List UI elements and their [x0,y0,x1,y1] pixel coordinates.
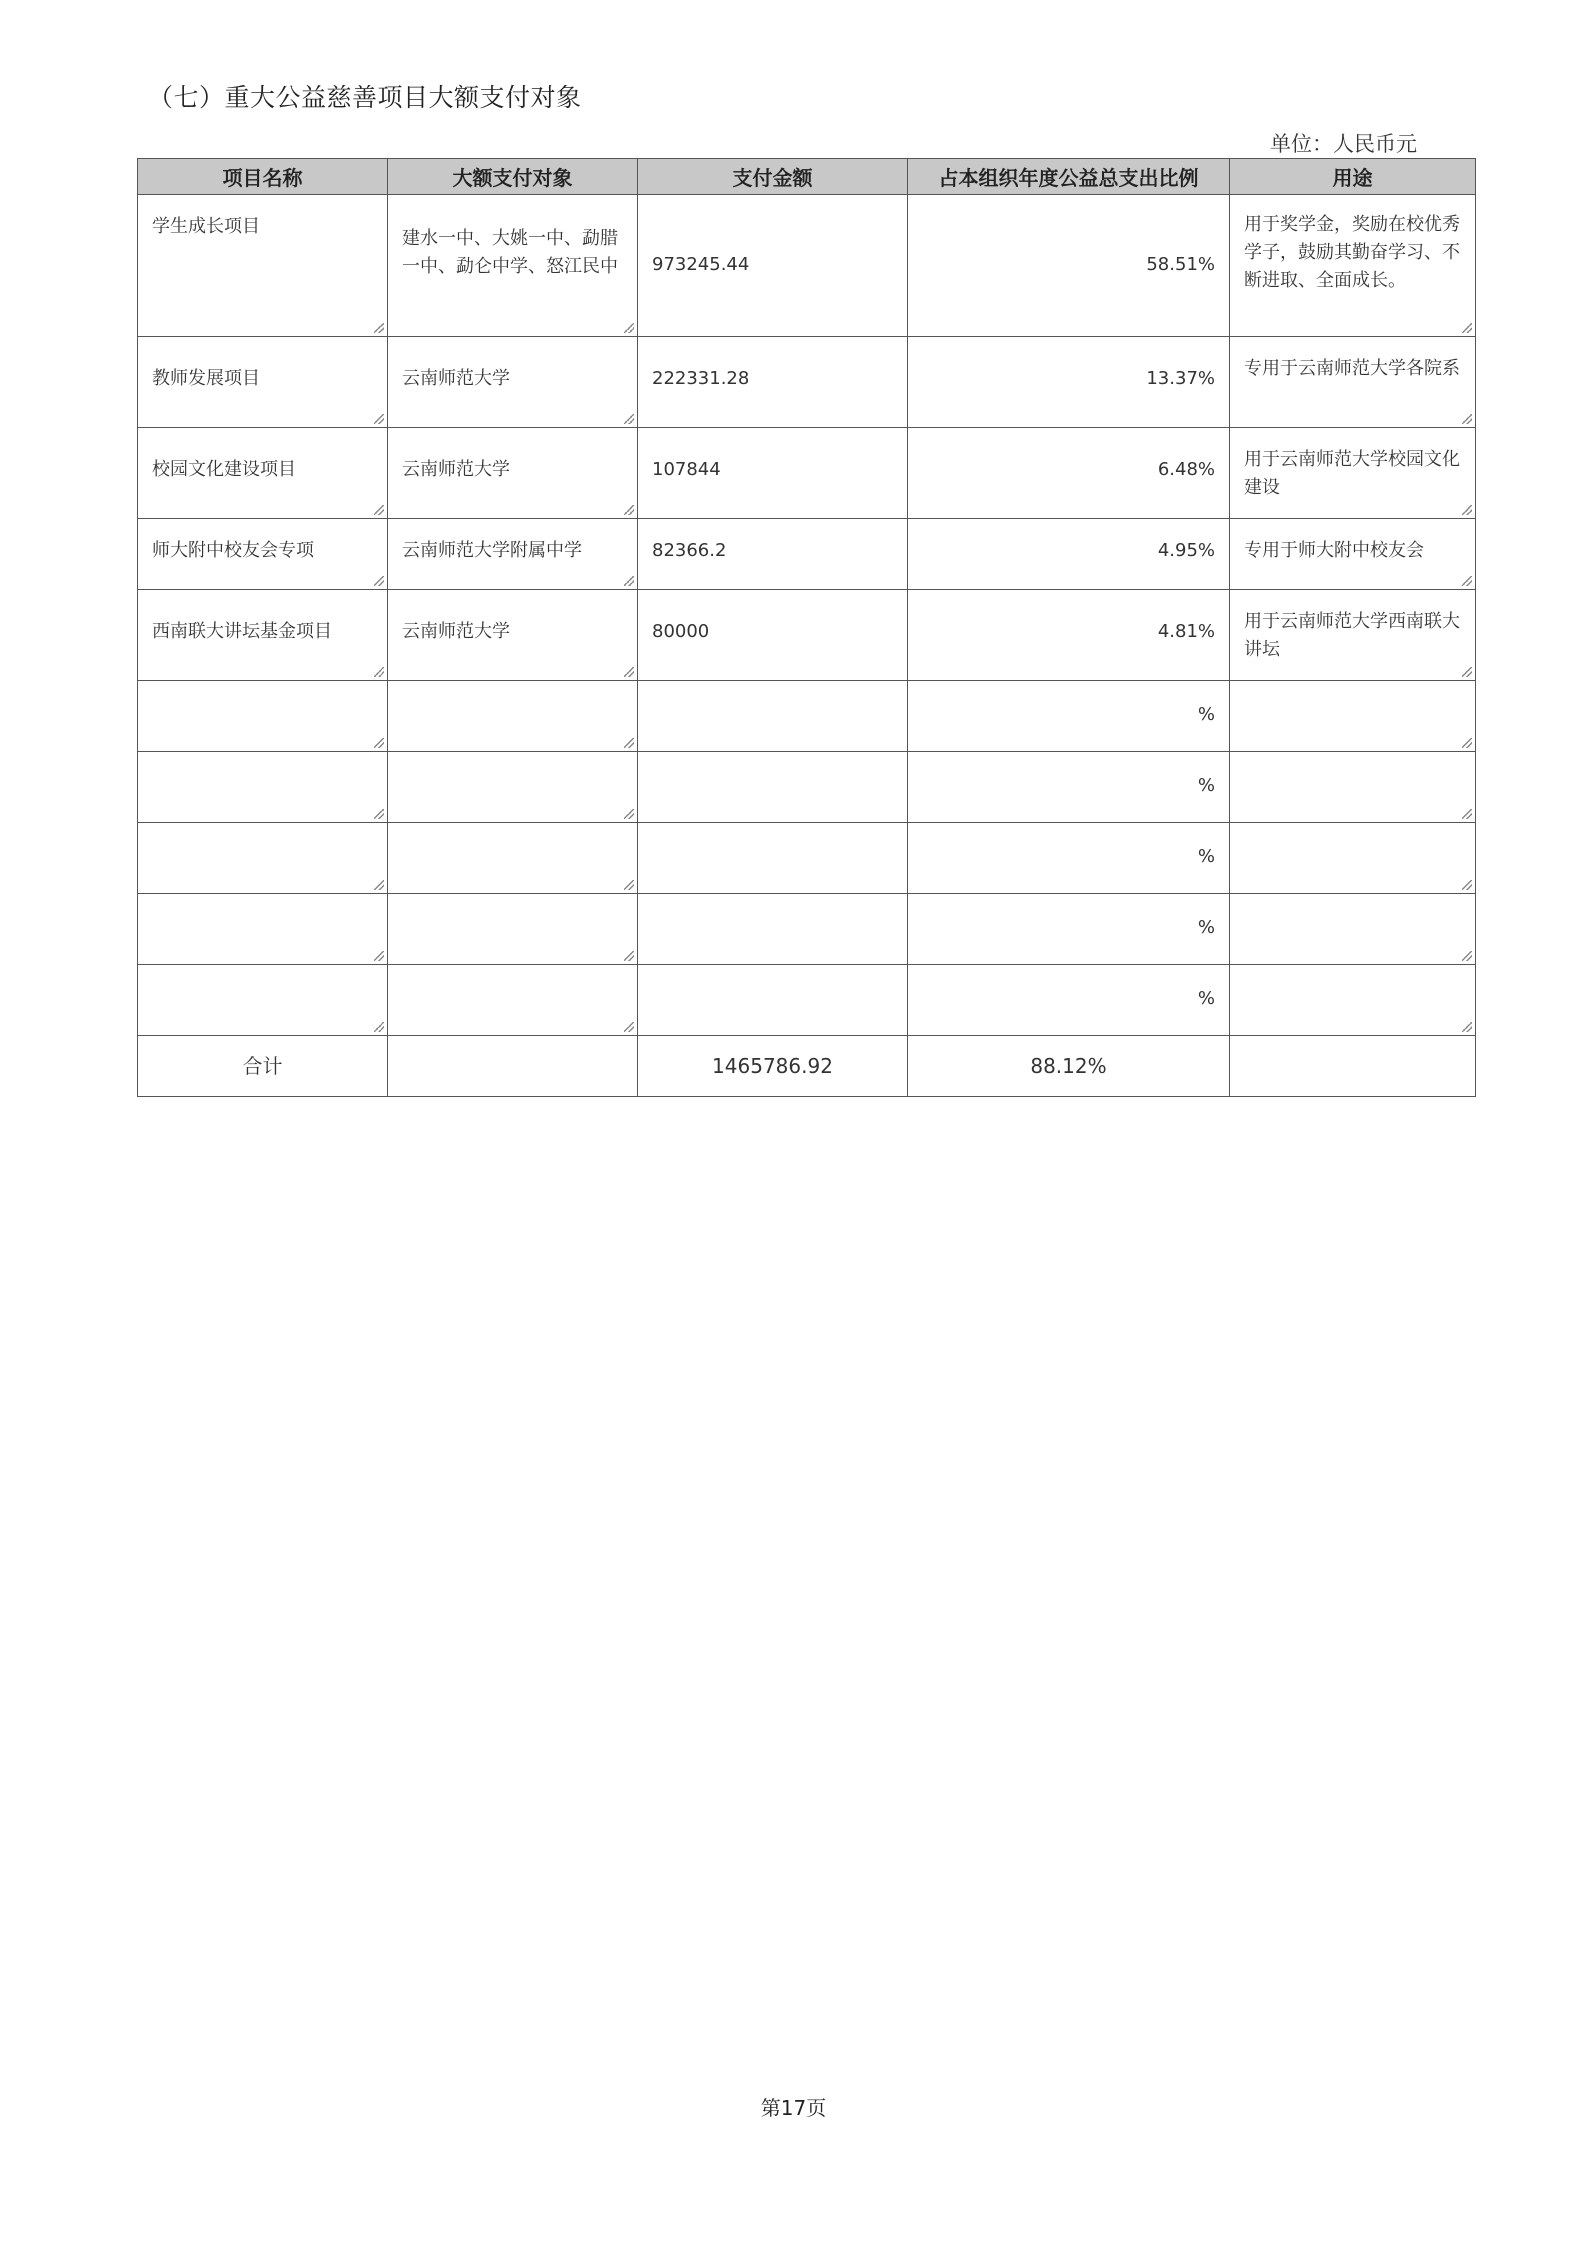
project-name-field[interactable] [138,752,388,823]
amount-field[interactable] [638,428,908,519]
cell-text: 建水一中、大姚一中、勐腊一中、勐仑中学、怒江民中 [402,228,618,277]
resize-handle-icon[interactable] [374,951,384,961]
resize-handle-icon[interactable] [1462,1022,1472,1032]
payee-field[interactable] [388,337,638,428]
project-name-field[interactable] [138,681,388,752]
resize-handle-icon[interactable] [624,667,634,677]
usage-field[interactable] [1230,752,1476,823]
payee-field[interactable] [388,519,638,590]
cell-text: 云南师范大学 [402,621,510,642]
resize-handle-icon[interactable] [1462,880,1472,890]
ratio-field[interactable] [908,752,1230,823]
resize-handle-icon[interactable] [374,667,384,677]
table-row [138,752,1476,823]
cell-text: 师大附中校友会专项 [152,540,314,561]
payee-field[interactable] [388,965,638,1036]
header-usage: 用途 [1230,159,1476,195]
resize-handle-icon[interactable] [624,323,634,333]
cell-text: % [1197,704,1215,725]
total-row [138,1036,1476,1097]
project-name-field[interactable] [138,894,388,965]
usage-field[interactable] [1230,823,1476,894]
cell-text: % [1197,775,1215,796]
total-usage [1230,1036,1476,1097]
payee-field[interactable] [388,681,638,752]
ratio-field[interactable] [908,337,1230,428]
resize-handle-icon[interactable] [624,738,634,748]
project-name-field[interactable] [138,965,388,1036]
header-project-name: 项目名称 [138,159,388,195]
total-ratio: 88.12% [908,1036,1230,1097]
amount-field[interactable] [638,519,908,590]
usage-field[interactable] [1230,590,1476,681]
section-title: （七）重大公益慈善项目大额支付对象 [148,83,582,112]
cell-text: 云南师范大学附属中学 [402,540,582,561]
cell-text: 专用于云南师范大学各院系 [1244,358,1460,379]
ratio-field[interactable] [908,195,1230,337]
resize-handle-icon[interactable] [1462,323,1472,333]
usage-field[interactable] [1230,681,1476,752]
total-amount: 1465786.92 [638,1036,908,1097]
amount-field[interactable] [638,965,908,1036]
cell-text: 13.37% [1146,368,1215,389]
resize-handle-icon[interactable] [1462,809,1472,819]
resize-handle-icon[interactable] [374,1022,384,1032]
payee-field[interactable] [388,590,638,681]
payee-field[interactable] [388,195,638,337]
usage-field[interactable] [1230,965,1476,1036]
resize-handle-icon[interactable] [1462,414,1472,424]
resize-handle-icon[interactable] [624,505,634,515]
usage-field[interactable] [1230,894,1476,965]
resize-handle-icon[interactable] [1462,505,1472,515]
table-row [138,195,1476,337]
resize-handle-icon[interactable] [374,414,384,424]
usage-field[interactable] [1230,195,1476,337]
project-name-field[interactable] [138,337,388,428]
resize-handle-icon[interactable] [624,1022,634,1032]
cell-text: 专用于师大附中校友会 [1244,540,1424,561]
table-row [138,894,1476,965]
table-header-row [138,159,1476,195]
payee-field[interactable] [388,823,638,894]
resize-handle-icon[interactable] [374,880,384,890]
table-row [138,590,1476,681]
project-name-field[interactable] [138,519,388,590]
cell-text: 80000 [652,621,710,642]
header-amount: 支付金额 [638,159,908,195]
payee-field[interactable] [388,428,638,519]
table-row [138,823,1476,894]
cell-text: 用于奖学金，奖励在校优秀学子，鼓励其勤奋学习、不断进取、全面成长。 [1244,214,1460,291]
cell-text: % [1197,988,1215,1009]
project-name-field[interactable] [138,195,388,337]
cell-text: 4.81% [1157,621,1215,642]
header-payee: 大额支付对象 [388,159,638,195]
ratio-field[interactable] [908,428,1230,519]
cell-text: 6.48% [1157,459,1215,480]
resize-handle-icon[interactable] [624,951,634,961]
resize-handle-icon[interactable] [374,738,384,748]
resize-handle-icon[interactable] [1462,951,1472,961]
amount-field[interactable] [638,590,908,681]
cell-text: 4.95% [1157,540,1215,561]
resize-handle-icon[interactable] [624,880,634,890]
cell-text: 用于云南师范大学西南联大讲坛 [1244,611,1460,660]
amount-field[interactable] [638,894,908,965]
ratio-field[interactable] [908,681,1230,752]
amount-field[interactable] [638,752,908,823]
amount-field[interactable] [638,337,908,428]
usage-field[interactable] [1230,337,1476,428]
cell-text: % [1197,846,1215,867]
payee-field[interactable] [388,894,638,965]
table-row [138,681,1476,752]
header-ratio: 占本组织年度公益总支出比例 [908,159,1230,195]
cell-text: 教师发展项目 [152,368,260,389]
amount-field[interactable] [638,681,908,752]
amount-field[interactable] [638,195,908,337]
cell-text: 云南师范大学 [402,368,510,389]
cell-text: 学生成长项目 [152,216,260,237]
total-payee [388,1036,638,1097]
amount-field[interactable] [638,823,908,894]
resize-handle-icon[interactable] [374,576,384,586]
resize-handle-icon[interactable] [1462,667,1472,677]
resize-handle-icon[interactable] [624,809,634,819]
resize-handle-icon[interactable] [374,323,384,333]
ratio-field[interactable] [908,965,1230,1036]
resize-handle-icon[interactable] [624,414,634,424]
cell-text: 222331.28 [652,368,750,389]
cell-text: 107844 [652,459,721,480]
ratio-field[interactable] [908,894,1230,965]
resize-handle-icon[interactable] [624,576,634,586]
project-name-field[interactable] [138,823,388,894]
cell-text: 用于云南师范大学校园文化建设 [1244,449,1460,498]
table-row [138,428,1476,519]
project-name-field[interactable] [138,590,388,681]
resize-handle-icon[interactable] [374,809,384,819]
ratio-field[interactable] [908,519,1230,590]
unit-label: 单位：人民币元 [1270,132,1417,156]
table-row [138,337,1476,428]
page-number: 第17页 [760,2096,827,2120]
cell-text: 973245.44 [652,254,750,275]
cell-text: 校园文化建设项目 [152,459,296,480]
table-row [138,965,1476,1036]
cell-text: 西南联大讲坛基金项目 [152,621,332,642]
ratio-field[interactable] [908,590,1230,681]
cell-text: % [1197,917,1215,938]
project-name-field[interactable] [138,428,388,519]
resize-handle-icon[interactable] [1462,738,1472,748]
ratio-field[interactable] [908,823,1230,894]
payee-field[interactable] [388,752,638,823]
cell-text: 云南师范大学 [402,459,510,480]
usage-field[interactable] [1230,428,1476,519]
payment-table [137,158,1476,1097]
table-row [138,519,1476,590]
cell-text: 58.51% [1146,254,1215,275]
resize-handle-icon[interactable] [1462,576,1472,586]
total-label: 合计 [138,1036,388,1097]
usage-field[interactable] [1230,519,1476,590]
resize-handle-icon[interactable] [374,505,384,515]
cell-text: 82366.2 [652,540,727,561]
